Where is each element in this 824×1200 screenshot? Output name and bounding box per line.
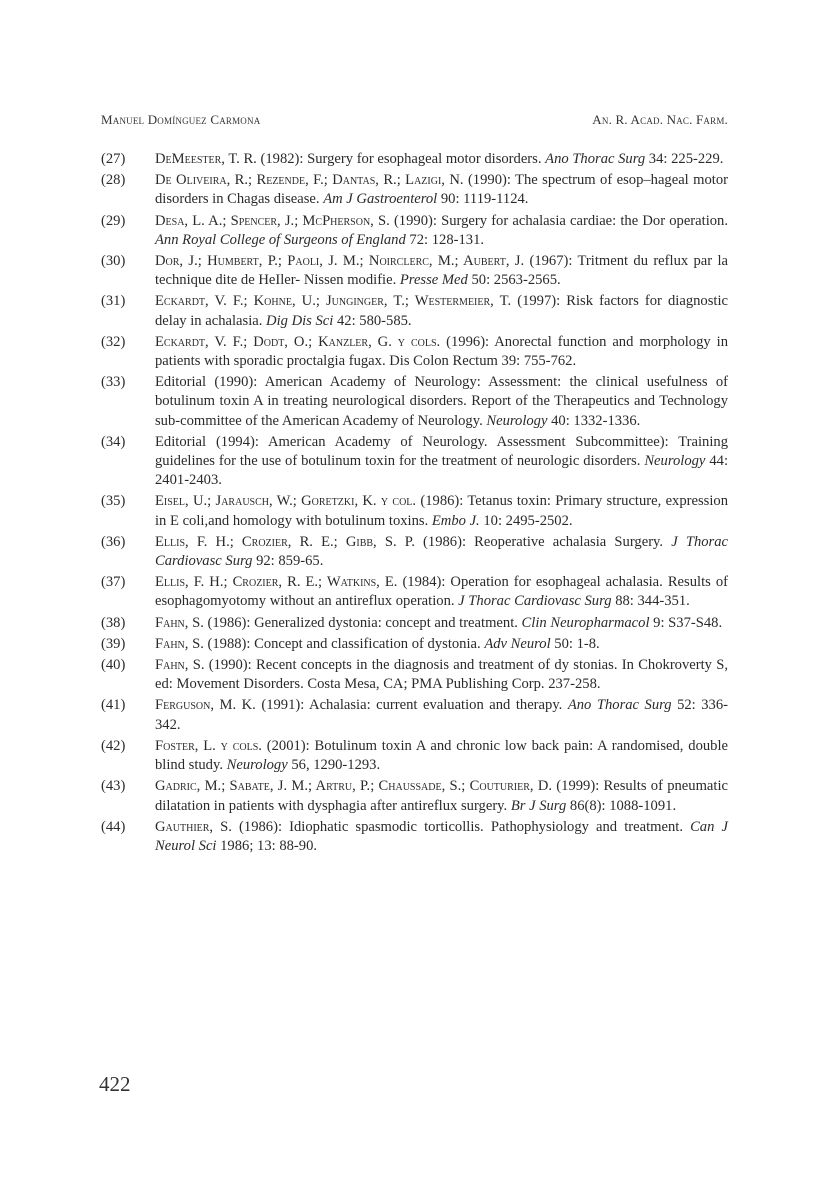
reference-number: (36)	[101, 533, 126, 550]
reference-number: (28)	[101, 172, 126, 189]
reference-body	[155, 777, 728, 815]
reference-item	[101, 573, 728, 611]
reference-text: 56, 1290-1293.	[287, 757, 381, 774]
reference-number: (43)	[101, 778, 126, 795]
reference-item	[101, 292, 728, 330]
reference-body	[155, 252, 728, 290]
reference-journal: J Thorac Cardiovasc Surg	[458, 593, 612, 610]
reference-item	[101, 171, 728, 209]
reference-journal: Neurology	[226, 757, 288, 774]
reference-item	[101, 737, 728, 775]
reference-authors: Fahn, S.	[155, 657, 205, 674]
reference-text: Editorial (1994): American Academy of Neurology. Assessment Subcommittee): Training guidelines for the use of botulinum toxin for the treatment of neurologic disorders.	[155, 433, 728, 470]
reference-item	[101, 212, 728, 250]
reference-item	[101, 433, 728, 491]
reference-text: 86(8): 1088-1091.	[566, 797, 677, 814]
reference-text: (1999): Results of pneumatic dilatation in patients with dysphagia after antireflux surgery.	[155, 778, 728, 814]
reference-body	[155, 614, 728, 633]
reference-body	[155, 573, 728, 611]
reference-number: (39)	[101, 635, 126, 652]
reference-item	[101, 635, 728, 654]
reference-text: (2001): Botulinum toxin A and chronic low back pain: A randomised, double blind study.	[155, 737, 729, 774]
reference-authors: DeMeester, T. R.	[155, 151, 257, 167]
reference-text: Editorial (1990): American Academy of Neurology: Assessment: the clinical usefulness of botulinum toxin A in treating neurological disorders. Report of the Therapeutics and Technology sub-committee of the American Academy of Neurology.	[155, 374, 728, 429]
reference-item	[101, 614, 728, 633]
reference-body	[155, 150, 728, 169]
reference-body	[155, 818, 728, 856]
reference-authors: Fahn, S.	[155, 635, 204, 652]
reference-journal: Neurology	[486, 412, 548, 429]
reference-body	[155, 212, 728, 250]
reference-text: (1996): Anorectal function and morphology in patients with sporadic proctalgia fugax. Dis Colon Rectum 39: 755-762.	[155, 333, 728, 370]
reference-body	[155, 696, 728, 734]
reference-item	[101, 373, 728, 431]
reference-journal: Adv Neurol	[484, 635, 551, 652]
reference-body	[155, 656, 728, 694]
reference-text: (1990): The spectrum of esop–hageal motor disorders in Chagas disease.	[155, 172, 729, 208]
reference-number: (44)	[101, 818, 126, 835]
reference-authors: Dor, J.; Humbert, P.; Paoli, J. M.; Noirclerc, M.; Aubert, J.	[155, 253, 525, 270]
reference-authors: Fahn, S.	[155, 614, 204, 631]
reference-authors: Ferguson, M. K.	[155, 697, 256, 714]
reference-text: (1990): Surgery for achalasia cardiae: the Dor operation.	[389, 212, 728, 229]
reference-journal: Am J Gastroenterol	[323, 191, 438, 208]
reference-item	[101, 252, 728, 290]
reference-item	[101, 777, 728, 815]
reference-text: 90: 1119-1124.	[437, 191, 529, 208]
reference-text: (1997): Risk factors for diagnostic delay in achalasia.	[155, 293, 728, 329]
reference-item	[101, 818, 728, 856]
reference-authors: Ellis, F. H.; Crozier, R. E.; Watkins, E.	[155, 574, 398, 591]
reference-authors: Ellis, F. H.; Crozier, R. E.; Gibb, S. P.	[155, 533, 415, 550]
reference-text: (1990): Recent concepts in the diagnosis and treatment of dy stonias. In Chokroverty S, ed: Movement Disorders. Costa Mesa, CA; PMA Publishing Corp. 237-258.	[155, 657, 729, 693]
reference-authors: Eisel, U.; Jarausch, W.; Goretzki, K. y col.	[155, 493, 417, 510]
reference-text: 10: 2495-2502.	[479, 512, 573, 529]
reference-journal: Br J Surg	[510, 797, 567, 814]
reference-list	[101, 150, 728, 858]
reference-number: (31)	[101, 293, 126, 310]
reference-text: 40: 1332-1336.	[547, 412, 641, 429]
reference-journal: Clin Neuropharmacol	[521, 614, 650, 631]
reference-text: 50: 2563-2565.	[467, 272, 561, 289]
reference-number: (38)	[101, 614, 126, 631]
reference-journal: Ano Thorac Surg	[567, 697, 672, 714]
reference-item	[101, 533, 728, 571]
reference-journal: Ann Royal College of Surgeons of England	[155, 231, 406, 248]
reference-text: (1988): Concept and classification of dystonia.	[203, 635, 485, 652]
reference-body	[155, 373, 728, 431]
reference-journal: Neurology	[644, 453, 706, 470]
reference-text: 1986; 13: 88-90.	[216, 837, 318, 854]
reference-text: 9: S37-S48.	[649, 614, 723, 631]
reference-item	[101, 333, 728, 371]
reference-authors: Gauthier, S.	[155, 818, 232, 835]
reference-text: (1967): Tritment du reflux par la technique dite de HeIler- Nissen modifie.	[155, 253, 729, 289]
page-number: 422	[99, 1072, 131, 1096]
reference-authors: Desa, L. A.; Spencer, J.; McPherson, S.	[155, 212, 390, 229]
reference-authors: Foster, L. y cols.	[155, 737, 262, 754]
reference-item	[101, 492, 728, 530]
reference-number: (32)	[101, 333, 126, 350]
reference-body	[155, 292, 728, 330]
reference-text: (1986): Generalized dystonia: concept and treatment.	[203, 614, 522, 631]
reference-body	[155, 533, 728, 571]
reference-number: (29)	[101, 212, 126, 229]
reference-text: (1986): Tetanus toxin: Primary structure, expression in E coli,and homology with botulinum toxins.	[155, 493, 728, 529]
reference-item	[101, 150, 728, 169]
reference-number: (27)	[101, 151, 126, 167]
reference-authors: De Oliveira, R.; Rezende, F.; Dantas, R.; Lazigi, N.	[155, 172, 464, 189]
reference-text: (1991): Achalasia: current evaluation and therapy.	[255, 697, 568, 714]
reference-text: 88: 344-351.	[611, 593, 690, 610]
reference-text: 44: 2401-2403.	[155, 453, 728, 489]
reference-number: (37)	[101, 574, 126, 591]
reference-text: (1982): Surgery for esophageal motor disorders.	[256, 151, 546, 167]
reference-body	[155, 492, 728, 530]
reference-text: 72: 128-131.	[405, 231, 485, 248]
reference-body	[155, 737, 728, 775]
reference-authors: Eckardt, V. F.; Dodt, O.; Kanzler, G. y cols.	[155, 333, 441, 350]
reference-number: (41)	[101, 697, 126, 714]
reference-number: (35)	[101, 493, 126, 510]
reference-text: 92: 859-65.	[252, 553, 324, 570]
reference-body	[155, 635, 728, 654]
reference-text: 50: 1-8.	[550, 635, 600, 652]
reference-number: (30)	[101, 253, 126, 270]
reference-number: (40)	[101, 657, 126, 674]
reference-body	[155, 333, 728, 371]
reference-text: (1986): Idiophatic spasmodic torticollis. Pathophysiology and treatment.	[231, 818, 691, 835]
header-journal: An. R. Acad. Nac. Farm.	[592, 112, 728, 127]
running-header	[101, 112, 728, 128]
reference-journal: Dig Dis Sci	[266, 312, 334, 329]
reference-text: 42: 580-585.	[333, 312, 412, 329]
reference-item	[101, 656, 728, 694]
reference-text: (1984): Operation for esophageal achalasia. Results of esophagomyotomy without an antireflux operation.	[155, 574, 728, 610]
reference-text: 52: 336-342.	[155, 697, 729, 733]
reference-item	[101, 696, 728, 734]
reference-authors: Gadric, M.; Sabate, J. M.; Artru, P.; Chaussade, S.; Couturier, D.	[155, 778, 553, 795]
reference-journal: Can J Neurol Sci	[155, 818, 728, 854]
reference-text: (1986): Reoperative achalasia Surgery.	[414, 533, 672, 550]
reference-journal: Ano Thorac Surg	[545, 151, 646, 167]
reference-journal: Presse Med	[399, 272, 468, 289]
header-author: Manuel Domínguez Carmona	[101, 112, 261, 127]
reference-number: (34)	[101, 433, 126, 450]
reference-number: (42)	[101, 737, 126, 754]
reference-number: (33)	[101, 374, 126, 391]
reference-body	[155, 171, 728, 209]
reference-journal: J Thorac Cardiovasc Surg	[155, 533, 728, 570]
reference-authors: Eckardt, V. F.; Kohne, U.; Junginger, T.; Westermeier, T.	[155, 293, 512, 310]
reference-journal: Embo J.	[431, 512, 480, 529]
reference-text: 34: 225-229.	[645, 151, 724, 167]
reference-body	[155, 433, 728, 491]
